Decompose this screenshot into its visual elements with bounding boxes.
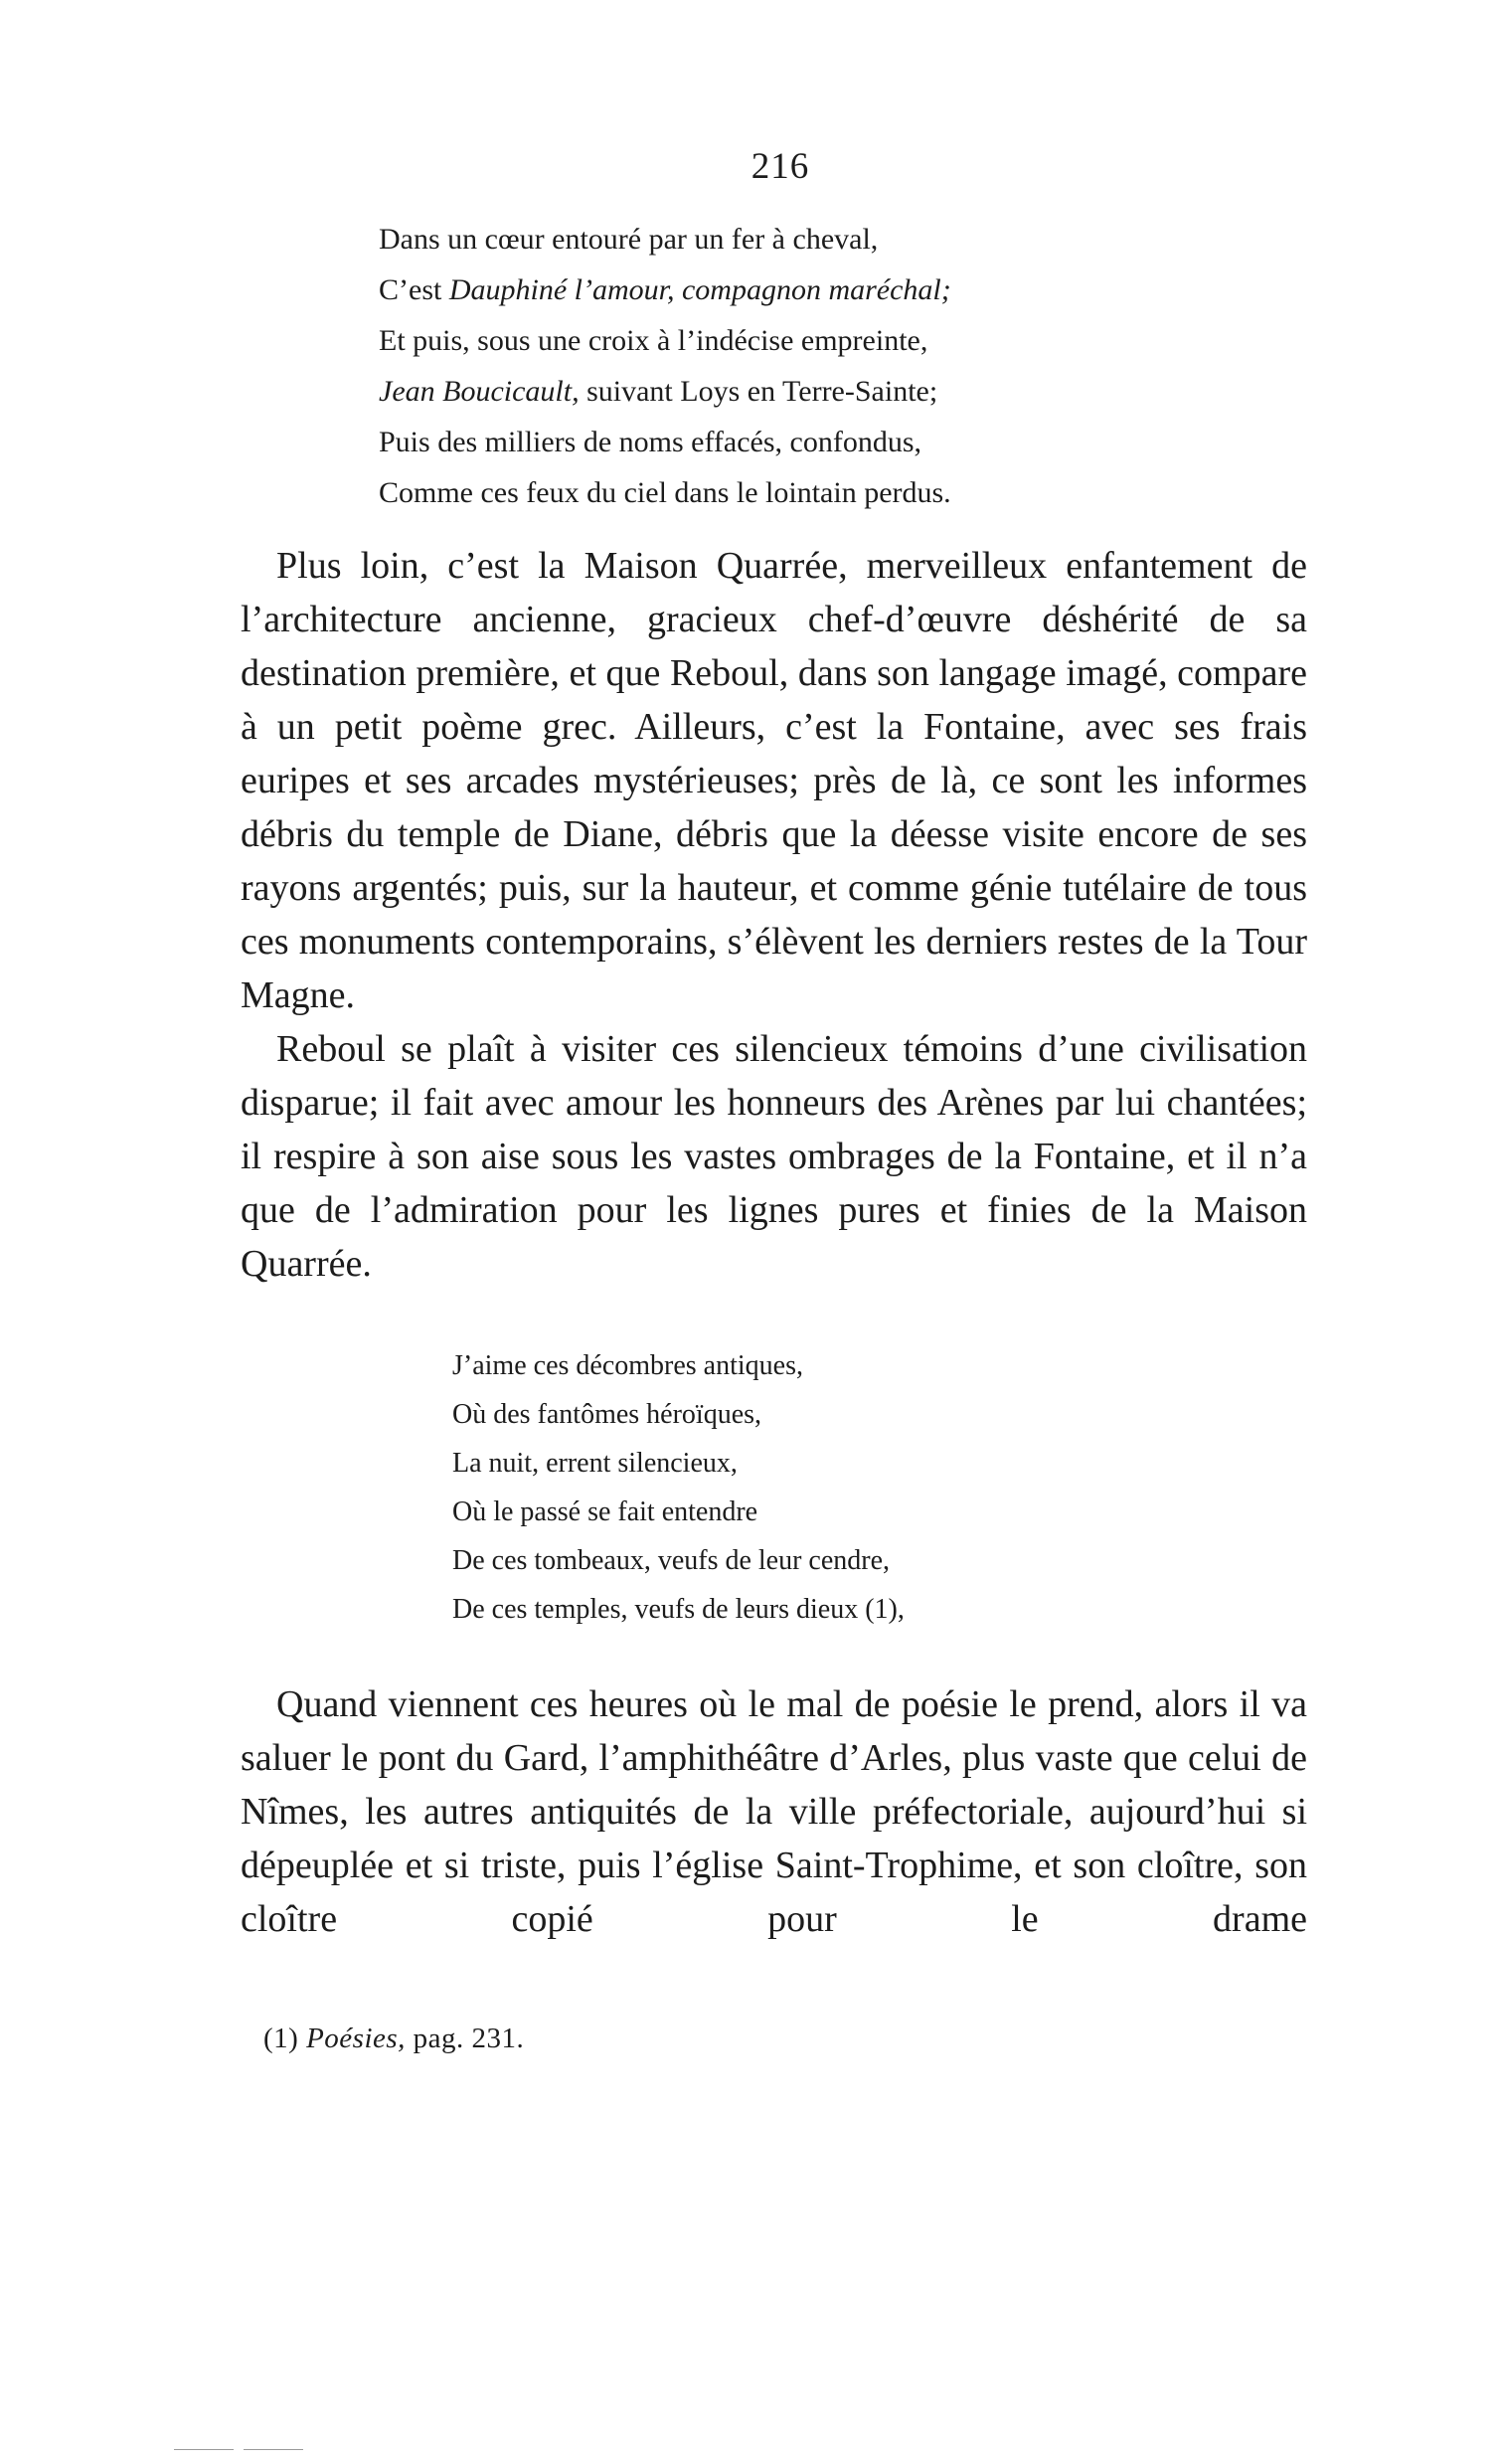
body-text-section-1 bbox=[241, 539, 1307, 1291]
verse-line: Comme ces feux du ciel dans le lointain perdus. bbox=[379, 476, 951, 509]
verse-line: Dans un cœur entouré par un fer à cheval, bbox=[379, 223, 879, 256]
verse-line: Puis des milliers de noms effacés, confondus, bbox=[379, 426, 922, 458]
scan-edge-rule bbox=[174, 2449, 234, 2450]
footnote: (1) Poésies, pag. 231. bbox=[263, 2023, 525, 2054]
paragraph-mal-de-poesie: Quand viennent ces heures où le mal de poésie le prend, alors il va saluer le pont du Gard, l’amphithéâtre d’Arles, plus vaste que celui de Nîmes, les autres antiquités de la ville préfectoriale, aujourd’hui si dépeuplée et si triste, puis l’église Saint-Trophime, et son cloître, son cloître copié pour le drame bbox=[241, 1683, 1307, 1940]
paragraph-reboul-visits: Reboul se plaît à visiter ces silencieux témoins d’une civilisation disparue; il fait avec amour les honneurs des Arènes par lui chantées; il respire à son aise sous les vastes ombrages de la Fontaine, et il n’a que de l’admiration pour les lignes pures et finies de la Maison Quarrée. bbox=[241, 1028, 1307, 1285]
verse-excerpt-boucicault bbox=[379, 214, 1273, 518]
scan-edge-rule bbox=[244, 2449, 303, 2450]
verse-line: De ces temples, veufs de leurs dieux (1), bbox=[452, 1594, 905, 1625]
paragraph-maison-quarree: Plus loin, c’est la Maison Quarrée, merveilleux enfantement de l’architecture ancienne, gracieux chef-d’œuvre déshérité de sa destination première, et que Reboul, dans son langage imagé, compare à un petit poème grec. Ailleurs, c’est la Fontaine, avec ses frais euripes et ses arcades mystérieuses; près de là, ce sont les informes débris du temple de Diane, débris que la déesse visite encore de ses rayons argentés; puis, sur la hauteur, et comme génie tutélaire de tous ces monuments contemporains, s’élèvent les derniers restes de la Tour Magne. bbox=[241, 545, 1307, 1016]
verse-line: La nuit, errent silencieux, bbox=[452, 1448, 738, 1479]
verse-line: Et puis, sous une croix à l’indécise empreinte, bbox=[379, 324, 928, 357]
verse-excerpt-decombres bbox=[452, 1341, 1148, 1634]
verse-line: Jean Boucicault, suivant Loys en Terre-Sainte; bbox=[379, 375, 938, 408]
body-text-section-2 bbox=[241, 1677, 1307, 1946]
verse-line: De ces tombeaux, veufs de leur cendre, bbox=[452, 1545, 891, 1576]
verse-line: Où le passé se fait entendre bbox=[452, 1496, 758, 1527]
verse-line: Où des fantômes héroïques, bbox=[452, 1399, 762, 1430]
verse-line: C’est Dauphiné l’amour, compagnon maréchal; bbox=[379, 273, 951, 306]
page-number: 216 bbox=[750, 146, 810, 187]
verse-line: J’aime ces décombres antiques, bbox=[452, 1350, 803, 1381]
